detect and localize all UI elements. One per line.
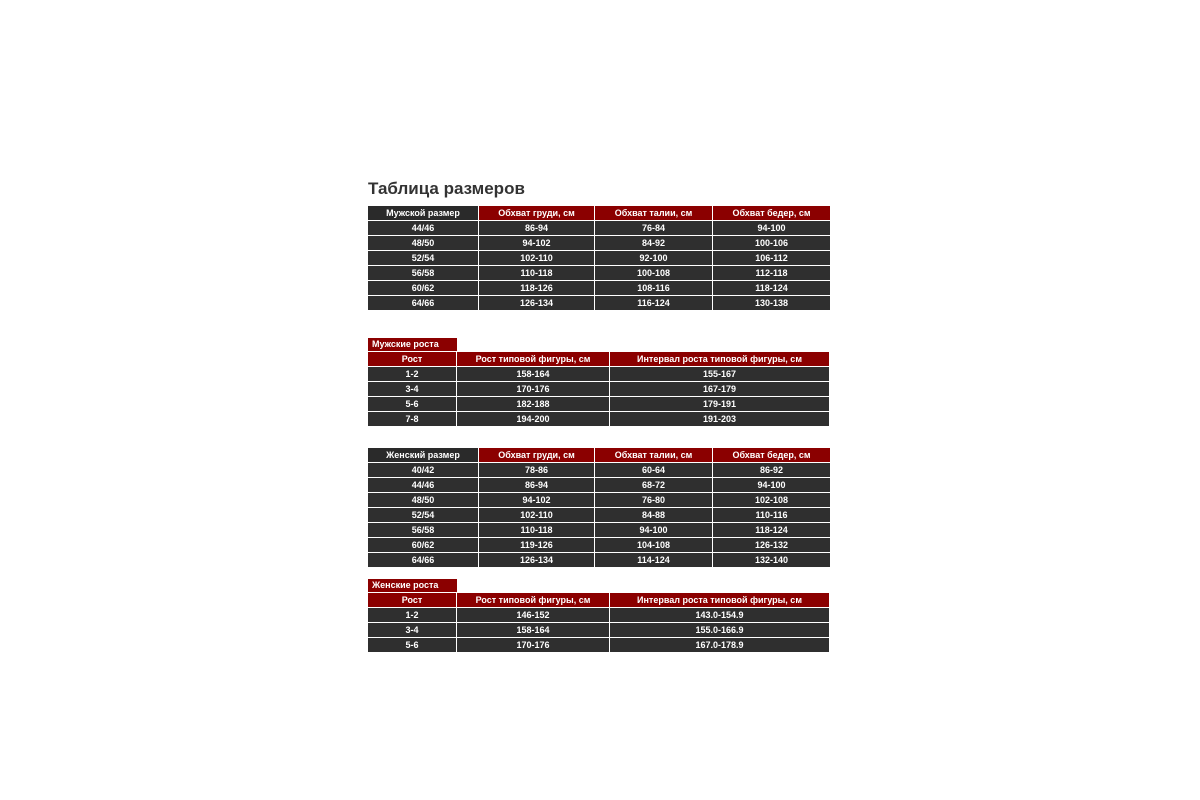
table-cell: 155-167 [610, 367, 829, 382]
table-cell: 56/58 [368, 523, 478, 538]
women-heights-table [367, 593, 830, 653]
table-header-row [368, 448, 830, 463]
table-cell: 106-112 [713, 251, 830, 266]
table-cell: 114-124 [595, 553, 712, 568]
women-sizes-table [367, 448, 831, 568]
women-heights-caption: Женские роста [368, 579, 457, 592]
table-cell: 3-4 [368, 623, 456, 638]
men-heights-table [367, 352, 830, 427]
table-cell: 86-94 [479, 478, 594, 493]
table-header-row [368, 206, 830, 221]
table-cell: 108-116 [595, 281, 712, 296]
table-cell: 56/58 [368, 266, 478, 281]
table-cell: 94-102 [479, 493, 594, 508]
table-cell: 1-2 [368, 608, 456, 623]
table-cell: 94-100 [713, 221, 830, 236]
table-cell: 64/66 [368, 296, 478, 311]
table-cell: 48/50 [368, 493, 478, 508]
table-cell: 60-64 [595, 463, 712, 478]
table-cell: 155.0-166.9 [610, 623, 829, 638]
table-cell: 1-2 [368, 367, 456, 382]
table-cell: 94-102 [479, 236, 594, 251]
table-row [368, 553, 830, 568]
table-cell: 94-100 [595, 523, 712, 538]
table-cell: 76-80 [595, 493, 712, 508]
men-heights-caption: Мужские роста [368, 338, 457, 351]
table-cell: 126-134 [479, 553, 594, 568]
column-header: Обхват груди, см [479, 448, 594, 463]
table-cell: 52/54 [368, 251, 478, 266]
table-cell: 110-116 [713, 508, 830, 523]
table-cell: 78-86 [479, 463, 594, 478]
table-cell: 132-140 [713, 553, 830, 568]
table-cell: 191-203 [610, 412, 829, 427]
table-cell: 86-92 [713, 463, 830, 478]
table-cell: 110-118 [479, 266, 594, 281]
table-cell: 100-108 [595, 266, 712, 281]
column-header: Женский размер [368, 448, 478, 463]
table-cell: 118-126 [479, 281, 594, 296]
column-header: Интервал роста типовой фигуры, см [610, 593, 829, 608]
table-cell: 119-126 [479, 538, 594, 553]
column-header: Обхват талии, см [595, 448, 712, 463]
table-row [368, 508, 830, 523]
table-cell: 116-124 [595, 296, 712, 311]
table-cell: 146-152 [457, 608, 609, 623]
table-row [368, 266, 830, 281]
table-row [368, 478, 830, 493]
table-cell: 118-124 [713, 523, 830, 538]
column-header: Рост типовой фигуры, см [457, 352, 609, 367]
table-row [368, 623, 829, 638]
column-header: Мужской размер [368, 206, 478, 221]
table-cell: 130-138 [713, 296, 830, 311]
table-row [368, 608, 829, 623]
table-cell: 167.0-178.9 [610, 638, 829, 653]
table-cell: 60/62 [368, 538, 478, 553]
table-cell: 126-134 [479, 296, 594, 311]
table-header-row [368, 593, 829, 608]
table-cell: 102-110 [479, 508, 594, 523]
table-row [368, 281, 830, 296]
column-header: Рост типовой фигуры, см [457, 593, 609, 608]
table-cell: 126-132 [713, 538, 830, 553]
table-row [368, 638, 829, 653]
table-cell: 158-164 [457, 623, 609, 638]
size-chart [368, 178, 830, 653]
table-row [368, 412, 829, 427]
table-row [368, 463, 830, 478]
table-cell: 44/46 [368, 478, 478, 493]
page-title: Таблица размеров [368, 179, 525, 198]
table-cell: 94-100 [713, 478, 830, 493]
table-cell: 110-118 [479, 523, 594, 538]
table-cell: 7-8 [368, 412, 456, 427]
table-cell: 64/66 [368, 553, 478, 568]
table-row [368, 382, 829, 397]
table-cell: 52/54 [368, 508, 478, 523]
table-cell: 167-179 [610, 382, 829, 397]
column-header: Обхват бедер, см [713, 206, 830, 221]
table-cell: 5-6 [368, 638, 456, 653]
table-row [368, 538, 830, 553]
table-cell: 102-108 [713, 493, 830, 508]
table-cell: 84-92 [595, 236, 712, 251]
column-header: Интервал роста типовой фигуры, см [610, 352, 829, 367]
table-cell: 84-88 [595, 508, 712, 523]
table-cell: 179-191 [610, 397, 829, 412]
table-cell: 68-72 [595, 478, 712, 493]
table-row [368, 367, 829, 382]
men-sizes-table [367, 206, 831, 311]
table-row [368, 221, 830, 236]
table-cell: 60/62 [368, 281, 478, 296]
table-cell: 143.0-154.9 [610, 608, 829, 623]
table-cell: 76-84 [595, 221, 712, 236]
table-cell: 44/46 [368, 221, 478, 236]
column-header: Обхват талии, см [595, 206, 712, 221]
table-row [368, 523, 830, 538]
column-header: Рост [368, 352, 456, 367]
table-row [368, 493, 830, 508]
column-header: Обхват груди, см [479, 206, 594, 221]
column-header: Обхват бедер, см [713, 448, 830, 463]
table-row [368, 236, 830, 251]
table-cell: 112-118 [713, 266, 830, 281]
table-cell: 3-4 [368, 382, 456, 397]
table-cell: 194-200 [457, 412, 609, 427]
table-header-row [368, 352, 829, 367]
table-cell: 100-106 [713, 236, 830, 251]
table-cell: 170-176 [457, 638, 609, 653]
table-cell: 158-164 [457, 367, 609, 382]
table-cell: 104-108 [595, 538, 712, 553]
table-cell: 118-124 [713, 281, 830, 296]
table-cell: 170-176 [457, 382, 609, 397]
table-row [368, 296, 830, 311]
table-cell: 5-6 [368, 397, 456, 412]
table-cell: 92-100 [595, 251, 712, 266]
column-header: Рост [368, 593, 456, 608]
table-cell: 48/50 [368, 236, 478, 251]
table-cell: 86-94 [479, 221, 594, 236]
table-row [368, 251, 830, 266]
table-cell: 182-188 [457, 397, 609, 412]
table-row [368, 397, 829, 412]
table-cell: 40/42 [368, 463, 478, 478]
table-cell: 102-110 [479, 251, 594, 266]
